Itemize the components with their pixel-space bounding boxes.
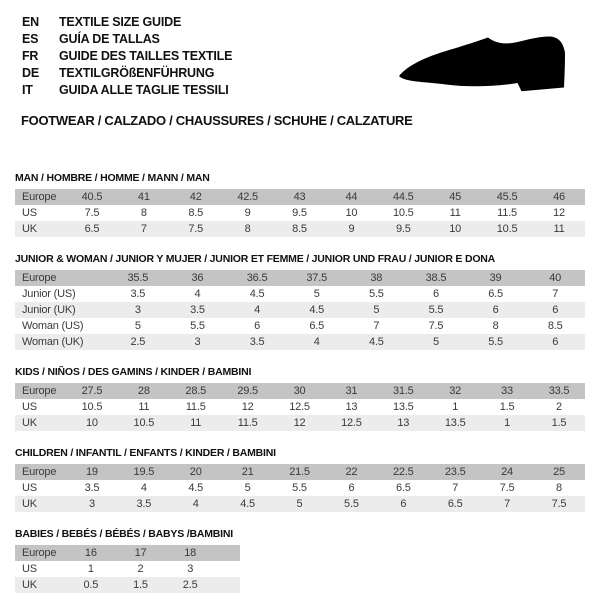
size-cell: 33: [481, 383, 533, 399]
size-cell: 5.5: [406, 302, 466, 318]
size-table: [15, 270, 585, 350]
size-cell: 1: [481, 415, 533, 431]
size-cell: 3: [108, 302, 168, 318]
size-cell: 7.5: [84, 207, 100, 219]
table-row: [15, 205, 585, 221]
size-cell: 43: [274, 189, 326, 205]
row-label: Europe: [15, 545, 66, 561]
size-cell: 6: [348, 482, 355, 494]
size-cell: 11: [449, 207, 461, 219]
row-label: Woman (US): [22, 320, 84, 332]
size-cell: 31.5: [377, 383, 429, 399]
size-cell: 9.5: [292, 207, 307, 219]
row-label: Europe: [15, 189, 66, 205]
size-cell: 33.5: [533, 383, 585, 399]
size-cell: 7.5: [533, 496, 585, 512]
size-cell: 3: [168, 334, 228, 350]
language-code: ES: [22, 32, 39, 46]
size-cell: 40: [525, 270, 585, 286]
size-cell: 2.5: [165, 577, 215, 593]
size-cell: 9.5: [377, 221, 429, 237]
size-cell: 7: [452, 482, 459, 494]
size-cell: 4: [194, 288, 201, 300]
size-cell: 6: [254, 320, 261, 332]
size-cell: 2.5: [108, 334, 168, 350]
size-cell: 12: [274, 415, 326, 431]
size-cell: 44: [325, 189, 377, 205]
row-label: Europe: [15, 464, 66, 480]
size-cell: 12.5: [325, 415, 377, 431]
size-cell: 21.5: [274, 464, 326, 480]
size-cell: 22.5: [377, 464, 429, 480]
size-cell: 11: [170, 415, 222, 431]
size-cell: 6.5: [395, 482, 411, 494]
language-code: IT: [22, 83, 33, 97]
table-row: [15, 189, 585, 205]
size-cell: 11: [138, 401, 150, 413]
size-cell: 4.5: [222, 496, 274, 512]
size-cell: 6: [525, 302, 585, 318]
size-cell: 10: [345, 207, 358, 219]
size-cell: 45: [429, 189, 481, 205]
size-cell: 21: [222, 464, 274, 480]
size-cell: 8: [140, 207, 147, 219]
row-label: US: [22, 401, 37, 413]
spacer-cell: [215, 545, 240, 561]
size-cell: 36: [168, 270, 228, 286]
size-cell: 6.5: [66, 221, 118, 237]
size-cell: 8: [492, 320, 499, 332]
language-code: FR: [22, 49, 39, 63]
size-cell: 5: [274, 496, 326, 512]
size-cell: 44.5: [377, 189, 429, 205]
size-cell: 42: [170, 189, 222, 205]
table-row: [15, 270, 585, 286]
size-cell: 5: [406, 334, 466, 350]
header: [0, 0, 600, 130]
table-row: [15, 464, 585, 480]
size-table: [15, 189, 585, 237]
size-cell: 13: [345, 401, 358, 413]
table-row: [15, 286, 585, 302]
size-cell: 11.5: [185, 401, 206, 413]
size-cell: 7.5: [499, 482, 515, 494]
size-cell: 5.5: [466, 334, 526, 350]
language-code: DE: [22, 66, 39, 80]
table-row: [15, 318, 585, 334]
size-cell: 12.5: [289, 401, 310, 413]
size-cell: 0.5: [66, 577, 116, 593]
size-cell: 10.5: [481, 221, 533, 237]
row-label: Woman (UK): [15, 334, 108, 350]
size-cell: 9: [325, 221, 377, 237]
size-cell: 40.5: [66, 189, 118, 205]
size-cell: 5: [244, 482, 251, 494]
table-row: [15, 480, 585, 496]
size-cell: 28: [118, 383, 170, 399]
size-cell: 4: [170, 496, 222, 512]
size-tables: [0, 172, 600, 593]
size-cell: 5: [134, 320, 141, 332]
size-cell: 5.5: [190, 320, 205, 332]
size-cell: 7: [118, 221, 170, 237]
size-table: [15, 545, 240, 593]
size-cell: 6.5: [309, 320, 325, 332]
size-cell: 31: [325, 383, 377, 399]
size-cell: 4.5: [249, 288, 265, 300]
size-cell: 32: [429, 383, 481, 399]
language-label: TEXTILGRÖßENFÜHRUNG: [59, 66, 215, 80]
size-cell: 10.5: [81, 401, 103, 413]
size-cell: 5.5: [292, 482, 307, 494]
size-cell: 7: [481, 496, 533, 512]
size-cell: 2: [137, 563, 144, 575]
size-cell: 29.5: [222, 383, 274, 399]
size-cell: 30: [274, 383, 326, 399]
row-label: US: [22, 482, 37, 494]
size-cell: 6: [432, 288, 439, 300]
size-table-section: [15, 253, 600, 350]
size-cell: 3.5: [168, 302, 228, 318]
size-cell: 41: [118, 189, 170, 205]
size-cell: 4: [227, 302, 287, 318]
size-cell: 3.5: [130, 288, 146, 300]
size-cell: 39: [466, 270, 526, 286]
size-cell: 22: [325, 464, 377, 480]
language-label: GUIDE DES TAILLES TEXTILE: [59, 49, 233, 63]
size-cell: 4.5: [188, 482, 204, 494]
spacer-cell: [215, 561, 240, 577]
category-title: FOOTWEAR / CALZADO / CHAUSSURES / SCHUHE / CALZATURE: [21, 113, 413, 128]
size-cell: 46: [533, 189, 585, 205]
size-cell: 7: [373, 320, 380, 332]
size-cell: 12: [241, 401, 254, 413]
size-cell: 10: [66, 415, 118, 431]
size-table: [15, 464, 585, 512]
row-label: UK: [15, 577, 66, 593]
row-label: Europe: [15, 270, 108, 286]
size-cell: 4: [140, 482, 147, 494]
size-table: [15, 383, 585, 431]
size-cell: 8.5: [188, 207, 204, 219]
size-cell: 1.5: [533, 415, 585, 431]
size-cell: 18: [165, 545, 215, 561]
size-cell: 8: [222, 221, 274, 237]
table-title: MAN / HOMBRE / HOMME / MANN / MAN: [15, 172, 210, 184]
size-cell: 8.5: [274, 221, 326, 237]
size-cell: 16: [66, 545, 116, 561]
size-cell: 35.5: [108, 270, 168, 286]
size-cell: 45.5: [481, 189, 533, 205]
table-title: CHILDREN / INFANTIL / ENFANTS / KINDER / BAMBINI: [15, 447, 276, 459]
size-cell: 8: [556, 482, 562, 494]
row-label: UK: [15, 415, 66, 431]
size-cell: 13: [377, 415, 429, 431]
size-cell: 10.5: [392, 207, 414, 219]
size-cell: 3.5: [118, 496, 170, 512]
row-label: Europe: [15, 383, 66, 399]
size-cell: 5.5: [368, 288, 384, 300]
table-row: [15, 415, 585, 431]
size-cell: 8.5: [547, 320, 563, 332]
table-row: [15, 221, 585, 237]
size-cell: 38.5: [406, 270, 466, 286]
size-cell: 6: [525, 334, 585, 350]
size-cell: 23.5: [429, 464, 481, 480]
size-cell: 3.5: [227, 334, 287, 350]
size-cell: 38: [347, 270, 407, 286]
size-cell: 10.5: [118, 415, 170, 431]
table-row: [15, 496, 585, 512]
table-title: JUNIOR & WOMAN / JUNIOR Y MUJER / JUNIOR ET FEMME / JUNIOR UND FRAU / JUNIOR E DONA: [15, 253, 496, 265]
row-label: UK: [15, 496, 66, 512]
size-cell: 27.5: [66, 383, 118, 399]
table-row: [15, 302, 585, 318]
language-label: GUÍA DE TALLAS: [59, 32, 160, 46]
size-cell: 4.5: [347, 334, 407, 350]
row-label: US: [22, 563, 37, 575]
spacer-cell: [215, 577, 240, 593]
row-label: UK: [15, 221, 66, 237]
size-cell: 19.5: [118, 464, 170, 480]
size-cell: 17: [116, 545, 166, 561]
size-cell: 28.5: [170, 383, 222, 399]
size-table-section: [15, 447, 600, 512]
language-row: [22, 14, 600, 31]
size-cell: 25: [533, 464, 585, 480]
size-cell: 9: [244, 207, 251, 219]
dress-shoe-icon: [398, 36, 568, 94]
table-row: [15, 577, 240, 593]
size-table-section: [15, 366, 600, 431]
size-cell: 1.5: [499, 401, 515, 413]
size-cell: 13.5: [429, 415, 481, 431]
size-cell: 42.5: [222, 189, 274, 205]
size-cell: 37.5: [287, 270, 347, 286]
size-cell: 36.5: [227, 270, 287, 286]
size-cell: 7.5: [170, 221, 222, 237]
size-cell: 5.5: [325, 496, 377, 512]
table-title: BABIES / BEBÉS / BÉBÉS / BABYS /BAMBINI: [15, 528, 233, 540]
size-cell: 11.5: [497, 207, 517, 219]
size-cell: 6: [377, 496, 429, 512]
size-cell: 7.5: [428, 320, 444, 332]
size-cell: 6.5: [429, 496, 481, 512]
language-code: EN: [22, 15, 39, 29]
size-cell: 3.5: [84, 482, 100, 494]
size-cell: 3: [187, 563, 194, 575]
size-cell: 24: [481, 464, 533, 480]
size-cell: 11.5: [222, 415, 274, 431]
size-cell: 2: [556, 401, 562, 413]
table-row: [15, 545, 240, 561]
language-label: TEXTILE SIZE GUIDE: [59, 15, 182, 29]
size-table-section: [15, 172, 600, 237]
table-title: KIDS / NIÑOS / DES GAMINS / KINDER / BAMBINI: [15, 366, 252, 378]
table-row: [15, 383, 585, 399]
size-cell: 4: [287, 334, 347, 350]
table-row: [15, 334, 585, 350]
row-label: Junior (US): [22, 288, 76, 300]
language-label: GUIDA ALLE TAGLIE TESSILI: [59, 83, 229, 97]
size-cell: 5: [313, 288, 320, 300]
size-cell: 3: [66, 496, 118, 512]
size-cell: 11: [533, 221, 585, 237]
size-cell: 6.5: [488, 288, 503, 300]
size-cell: 7: [552, 288, 559, 300]
table-row: [15, 399, 585, 415]
size-cell: 4.5: [287, 302, 347, 318]
size-cell: 6: [466, 302, 526, 318]
size-cell: 19: [66, 464, 118, 480]
table-row: [15, 561, 240, 577]
row-label: Junior (UK): [15, 302, 108, 318]
size-cell: 12: [553, 207, 565, 219]
size-cell: 20: [170, 464, 222, 480]
size-cell: 13.5: [392, 401, 414, 413]
size-cell: 1: [452, 401, 459, 413]
size-cell: 10: [429, 221, 481, 237]
size-cell: 5: [347, 302, 407, 318]
row-label: US: [22, 207, 37, 219]
size-cell: 1: [87, 563, 94, 575]
size-cell: 1.5: [116, 577, 166, 593]
size-table-section: [15, 528, 600, 593]
